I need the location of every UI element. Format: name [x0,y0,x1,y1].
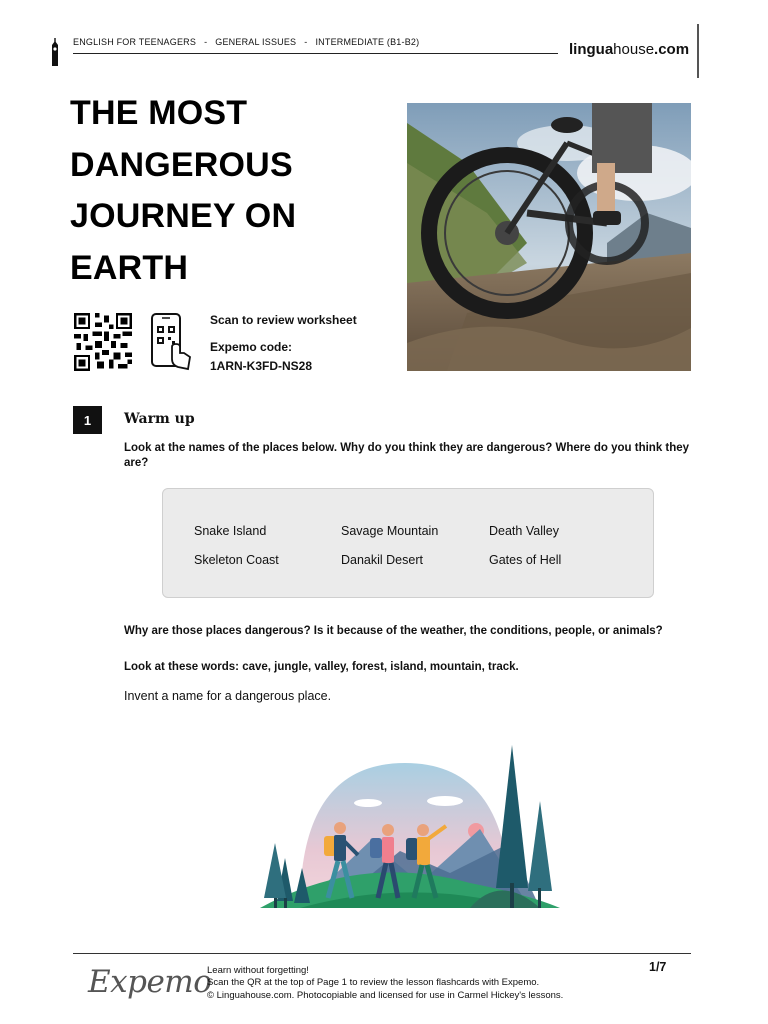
scan-label: Scan to review worksheet [210,313,357,327]
breadcrumb-course: ENGLISH FOR TEENAGERS [73,37,197,47]
section-title: Warm up [124,411,195,427]
places-box [162,488,654,598]
section-number: 1 [73,406,102,434]
page-number: 1/7 [649,960,667,974]
header-vertical-rule [697,24,699,78]
page-header [50,28,700,78]
place-name: Savage Mountain [341,524,439,538]
expemo-code-label: Expemo code: [210,340,293,354]
brand-logo-light: house [613,41,655,58]
footer-rule [73,953,691,954]
phone-scan-icon [150,313,192,371]
place-name: Death Valley [489,524,559,538]
brand-logo-suffix: .com [654,41,690,58]
title-line: JOURNEY ON [70,197,297,235]
page-title [70,88,390,294]
big-ben-icon [50,38,60,66]
title-line: THE MOST [70,94,248,132]
breadcrumb-topic: GENERAL ISSUES [215,37,297,47]
title-line: EARTH [70,248,189,287]
expemo-code: 1ARN-K3FD-NS28 [210,359,313,373]
breadcrumb-separator: - [304,37,308,47]
breadcrumb-separator: - [204,37,208,47]
place-name: Gates of Hell [489,553,562,567]
title-line: DANGEROUS [70,145,293,184]
mountain-bike-photo [407,103,691,371]
brand-logo [569,41,689,58]
question-text: Look at these words: cave, jungle, valley, forest, island, mountain, track. [124,661,519,673]
brand-logo-bold: lingua [569,41,614,58]
breadcrumb-level: INTERMEDIATE (B1-B2) [315,37,420,47]
qr-code-icon[interactable] [73,313,133,371]
footer-line: Scan the QR at the top of Page 1 to review the lesson flashcards with Expemo. [207,977,540,989]
question-text: Why are those places dangerous? Is it because of the weather, the conditions, people, or animals? [124,625,663,637]
question-text: Look at the names of the places below. Why do you think they are dangerous? Where do you think they are? [124,442,690,469]
expemo-logo: Expemo [88,964,212,1000]
breadcrumb [73,37,419,47]
place-name: Snake Island [194,524,267,538]
header-rule [73,53,558,54]
footer-line: Learn without forgetting! [207,965,309,976]
footer-text [207,965,563,1002]
footer-line: © Linguahouse.com. Photocopiable and licensed for use in Carmel Hickey's lessons. [207,989,564,1001]
place-name: Danakil Desert [341,553,423,567]
place-name: Skeleton Coast [194,553,279,567]
instruction-text: Invent a name for a dangerous place. [124,689,332,703]
hikers-illustration [240,733,570,918]
